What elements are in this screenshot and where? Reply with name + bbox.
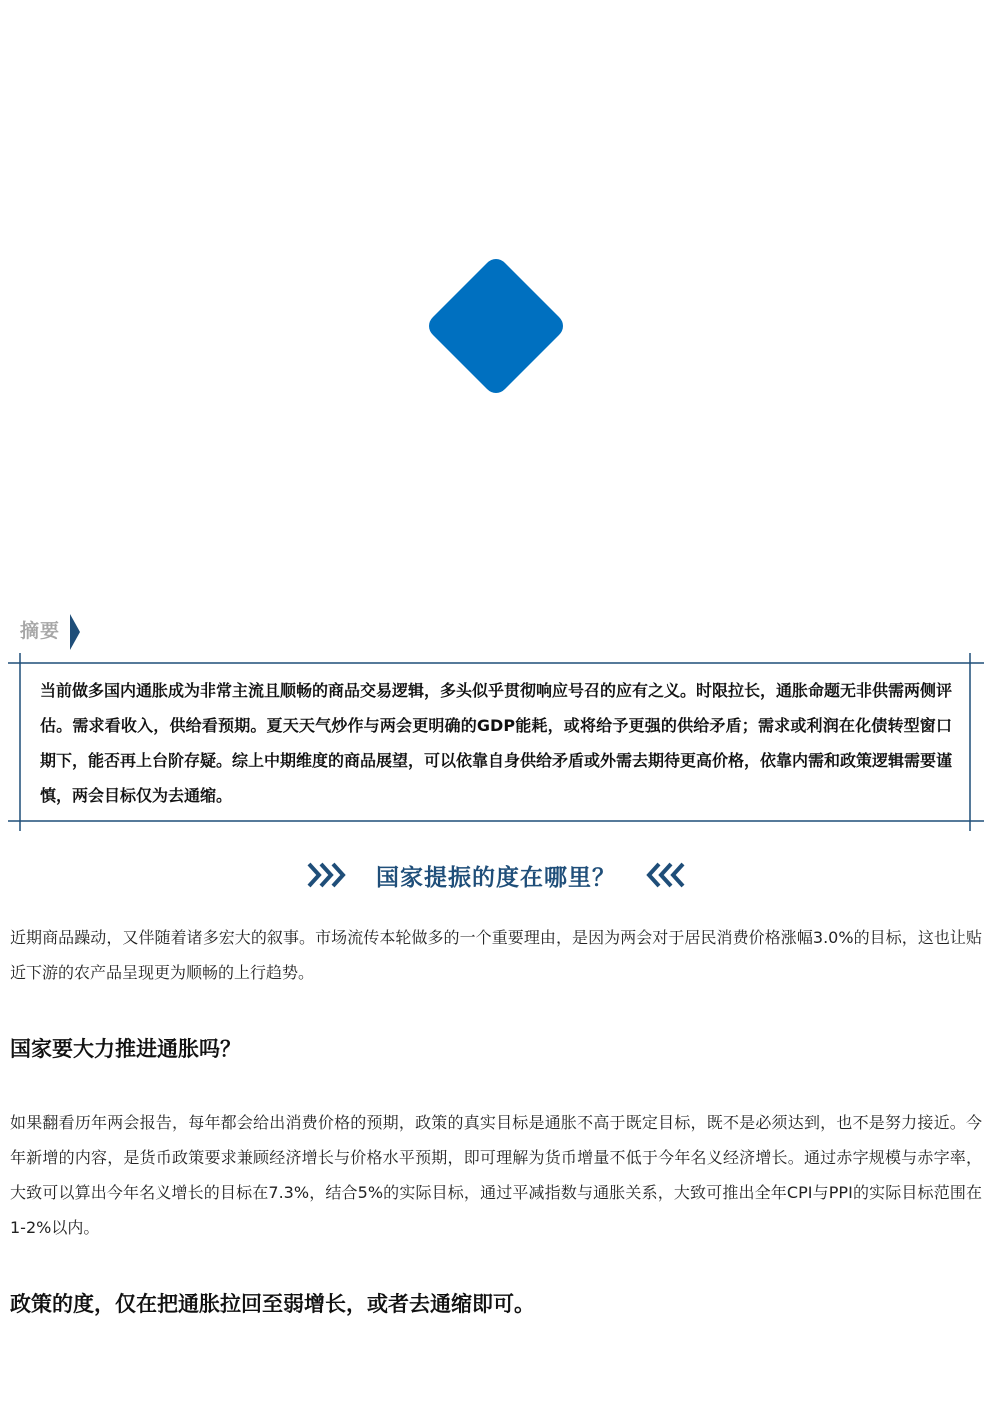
diamond-logo: [425, 255, 567, 397]
abstract-arrow-icon: [68, 612, 82, 652]
chevrons-right-icon: [306, 860, 350, 890]
abstract-text: 当前做多国内通胀成为非常主流且顺畅的商品交易逻辑，多头似乎贯彻响应号召的应有之义。时限拉长，通胀命题无非供需两侧评估。需求看收入，供给看预期。夏天天气炒作与两会更明确的GDP能耗，或将给予更强的供给矛盾；需求或利润在化债转型窗口期下，能否再上台阶存疑。综上中期维度的商品展望，可以依靠自身供给矛盾或外需去期待更高价格，依靠内需和政策逻辑需要谨慎，两会目标仅为去通缩。: [40, 681, 953, 805]
abstract-label: 摘要: [20, 620, 61, 642]
chevrons-left-icon: [642, 860, 686, 890]
section-title: 国家提振的度在哪里？: [376, 864, 616, 891]
conclusion-heading: 政策的度，仅在把通胀拉回至弱增长，或者去通缩即可。: [10, 1292, 535, 1316]
question-heading: 国家要大力推进通胀吗？: [10, 1037, 241, 1061]
body-paragraph: 如果翻看历年两会报告，每年都会给出消费价格的预期，政策的真实目标是通胀不高于既定目标，既不是必须达到，也不是努力接近。今年新增的内容，是货币政策要求兼顾经济增长与价格水平预期，即可理解为货币增量不低于今年名义经济增长。通过赤字规模与赤字率，大致可以算出今年名义增长的目标在7.3%，结合5%的实际目标，通过平减指数与通胀关系，大致可推出全年CPI与PPI的实际目标范围在1-2%以内。: [10, 1113, 982, 1237]
section-heading: [0, 852, 992, 898]
intro-paragraph: 近期商品躁动，又伴随着诸多宏大的叙事。市场流传本轮做多的一个重要理由，是因为两会对于居民消费价格涨幅3.0%的目标，这也让贴近下游的农产品呈现更为顺畅的上行趋势。: [10, 928, 982, 982]
